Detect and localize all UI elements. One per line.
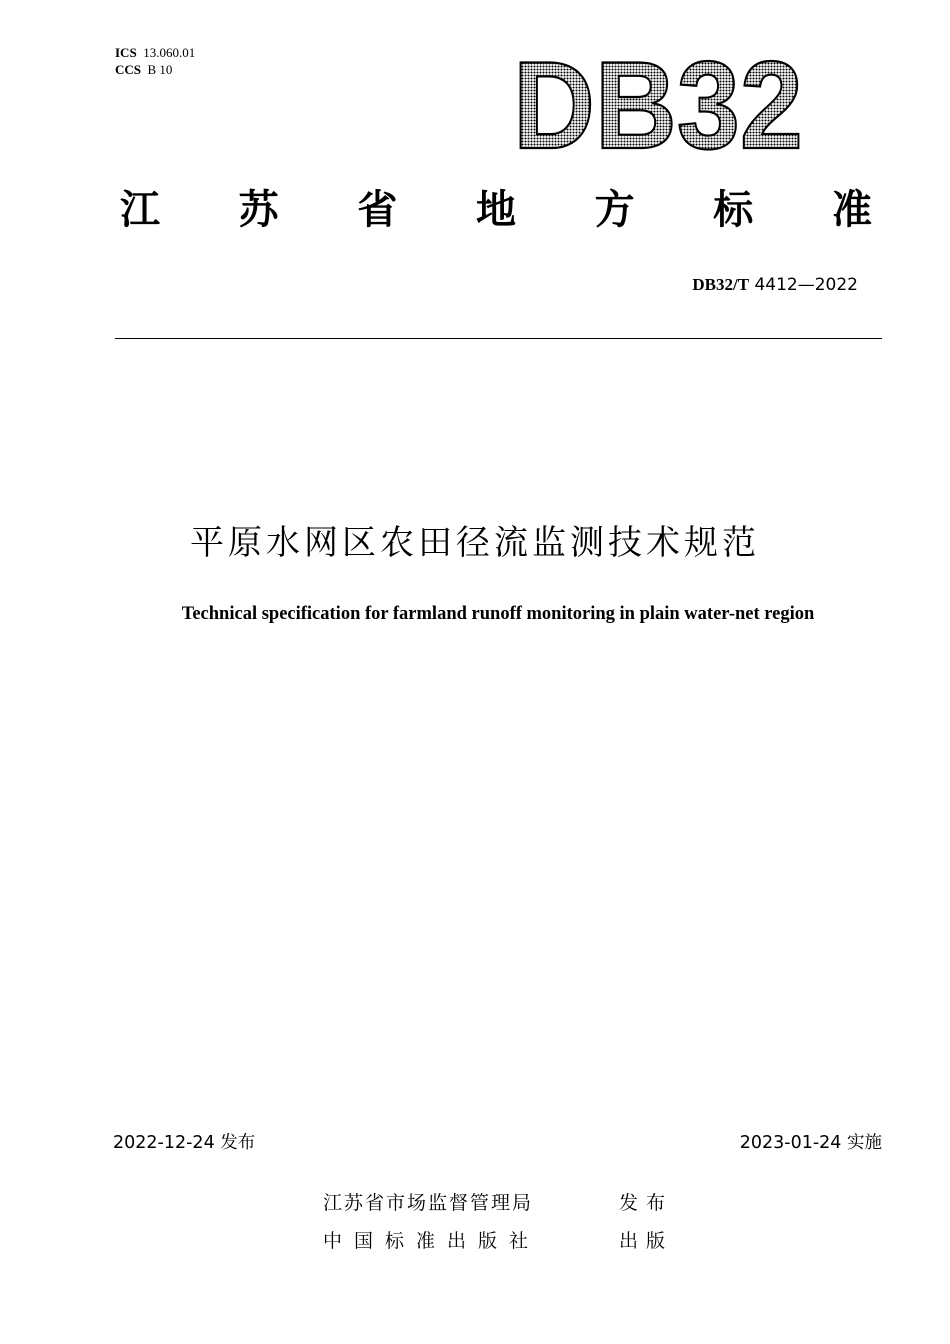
standard-type-char: 江 bbox=[120, 187, 160, 233]
standard-number bbox=[692, 274, 858, 296]
ics-code bbox=[115, 44, 195, 61]
standard-type-char: 标 bbox=[713, 187, 754, 233]
classification-codes bbox=[115, 44, 195, 78]
title-english: Technical specification for farmland runoff monitoring in plain water-net region bbox=[181, 604, 815, 624]
title-chinese: 平原水网区农田径流监测技术规范 bbox=[190, 523, 760, 563]
standard-type-char: 方 bbox=[594, 187, 635, 233]
publisher-role: 出版 bbox=[619, 1230, 674, 1252]
logo-text: DB32 bbox=[513, 56, 803, 154]
ics-label: ICS bbox=[115, 45, 137, 60]
standard-type-char: 准 bbox=[831, 187, 872, 233]
standard-type-char: 苏 bbox=[238, 187, 279, 233]
issuer-role: 发布 bbox=[619, 1192, 674, 1214]
db32-logo bbox=[512, 56, 804, 154]
standard-type-char: 地 bbox=[475, 187, 516, 233]
issuer-name: 江苏省市场监督管理局 bbox=[323, 1192, 534, 1214]
issue-date: 2022-12-24 发布 bbox=[113, 1133, 256, 1153]
implementation-date: 2023-01-24 实施 bbox=[739, 1133, 882, 1153]
ccs-label: CCS bbox=[115, 62, 142, 77]
standard-number-value: 4412—2022 bbox=[754, 275, 858, 295]
standard-number-prefix: DB32/T bbox=[692, 275, 750, 294]
ics-value: 13.060.01 bbox=[143, 45, 196, 60]
header-divider bbox=[115, 338, 882, 339]
issuer bbox=[323, 1191, 674, 1215]
ccs-code bbox=[115, 61, 195, 78]
publisher bbox=[323, 1229, 674, 1253]
publisher-name: 中国标准出版社 bbox=[323, 1230, 541, 1252]
standard-type-char: 省 bbox=[357, 187, 398, 233]
ccs-value: B 10 bbox=[147, 62, 173, 77]
standard-type bbox=[120, 182, 872, 238]
